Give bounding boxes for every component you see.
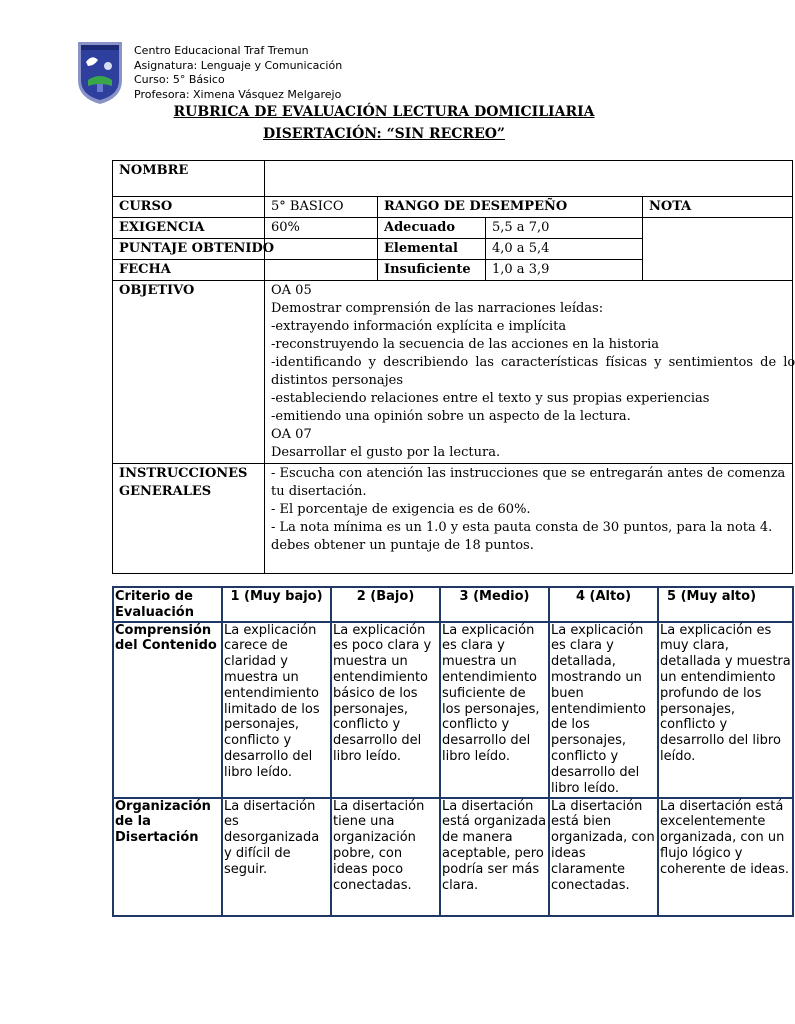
- range-value-elemental: 4,0 a 5,4: [486, 239, 643, 260]
- title-line-2: DISERTACIÓN: “SIN RECREO”: [263, 126, 505, 142]
- range-value-adecuado: 5,5 a 7,0: [486, 218, 643, 239]
- instruccion-line: - El porcentaje de exigencia es de 60%.: [271, 502, 531, 517]
- title-line-1: RUBRICA DE EVALUACIÓN LECTURA DOMICILIARIA: [173, 104, 595, 120]
- rubric-header-level-2: 2 (Bajo): [331, 587, 440, 622]
- instruccion-line: debes obtener un puntaje de 18 puntos.: [271, 538, 534, 553]
- document-title: [0, 104, 768, 120]
- exigencia-label: EXIGENCIA: [119, 220, 205, 235]
- teacher-line: Profesora: Ximena Vásquez Melgarejo: [134, 87, 342, 101]
- rubric-cell: La explicación carece de claridad y muestra un entendimiento limitado de los personajes, conflicto y desarrollo del libro leído.: [222, 622, 331, 798]
- rubric-header-level-1: 1 (Muy bajo): [222, 587, 331, 622]
- course-line: Curso: 5° Básico: [134, 73, 225, 86]
- range-level-insuficiente: Insuficiente: [384, 262, 471, 277]
- puntaje-value: [265, 239, 378, 260]
- curso-value: 5° BASICO: [265, 197, 378, 218]
- rubric-criterion: Organización de la Disertación: [113, 798, 222, 916]
- objetivo-line: -extrayendo información explícita e implícita: [271, 319, 567, 334]
- school-crest-logo: [76, 40, 124, 106]
- rango-label: RANGO DE DESEMPEÑO: [384, 199, 568, 214]
- exigencia-value: 60%: [265, 218, 378, 239]
- rubric-cell: La explicación es muy clara, detallada y muestra un entendimiento profundo de los personajes, conflicto y desarrollo del libro leído.: [658, 622, 793, 798]
- instrucciones-label: INSTRUCCIONES GENERALES: [119, 466, 248, 499]
- rubric-table: [112, 586, 792, 917]
- objetivo-line: -identificando y describiendo las características físicas y sentimientos de lo: [271, 355, 795, 370]
- instruccion-line: - La nota mínima es un 1.0 y esta pauta consta de 30 puntos, para la nota 4.: [271, 520, 773, 535]
- rubric-header-level-5: 5 (Muy alto): [658, 587, 793, 622]
- subject-line: Asignatura: Lenguaje y Comunicación: [134, 58, 343, 72]
- puntaje-label: PUNTAJE OBTENIDO: [119, 241, 275, 256]
- objetivo-line: OA 05: [271, 283, 312, 298]
- objetivo-text: [265, 281, 793, 464]
- rubric-header-level-3: 3 (Medio): [440, 587, 549, 622]
- instruccion-line: tu disertación.: [271, 484, 367, 499]
- objetivo-line: Desarrollar el gusto por la lectura.: [271, 445, 501, 460]
- range-level-adecuado: Adecuado: [384, 220, 455, 235]
- rubric-criterion: Comprensión del Contenido: [113, 622, 222, 798]
- instrucciones-text: [265, 464, 793, 574]
- rubric-cell: La disertación está organizada de manera aceptable, pero podría ser más clara.: [440, 798, 549, 916]
- row-exigencia: [113, 218, 793, 239]
- rubric-header-criterion: Criterio de Evaluación: [113, 587, 222, 622]
- rubric-row-comprension: [113, 622, 793, 798]
- row-curso: [113, 197, 793, 218]
- range-level-elemental: Elemental: [384, 241, 458, 256]
- rubric-cell: La disertación es desorganizada y difícil de seguir.: [222, 798, 331, 916]
- rubric-cell: La disertación está excelentemente organizada, con un flujo lógico y coherente de ideas.: [658, 798, 793, 916]
- rubric-header-level-4: 4 (Alto): [549, 587, 658, 622]
- objetivo-line: -reconstruyendo la secuencia de las acciones en la historia: [271, 337, 660, 352]
- rubric-cell: La explicación es poco clara y muestra un entendimiento básico de los personajes, conflicto y desarrollo del libro leído.: [331, 622, 440, 798]
- objetivo-line: distintos personajes: [271, 373, 404, 388]
- student-info-table: [112, 160, 795, 574]
- nota-label: NOTA: [649, 199, 692, 214]
- objetivo-line: Demostrar comprensión de las narraciones leídas:: [271, 301, 604, 316]
- nombre-label: NOMBRE: [119, 163, 189, 178]
- rubric-cell: La explicación es clara y detallada, mostrando un buen entendimiento de los personajes, conflicto y desarrollo del libro leído.: [549, 622, 658, 798]
- objetivo-label: OBJETIVO: [119, 283, 195, 298]
- row-nombre: [113, 161, 793, 197]
- instruccion-line: - Escucha con atención las instrucciones que se entregarán antes de comenza: [271, 466, 786, 481]
- nombre-value: [265, 161, 793, 197]
- rubric-cell: La explicación es clara y muestra un entendimiento suficiente de los personajes, conflicto y desarrollo del libro leído.: [440, 622, 549, 798]
- rubric-header-row: [113, 587, 793, 622]
- fecha-label: FECHA: [119, 262, 171, 277]
- nota-value: [643, 218, 793, 281]
- objetivo-line: -estableciendo relaciones entre el texto y sus propias experiencias: [271, 391, 710, 406]
- curso-label: CURSO: [119, 199, 173, 214]
- fecha-value: [265, 260, 378, 281]
- school-info: [134, 44, 342, 102]
- rubric-cell: La disertación está bien organizada, con ideas claramente conectadas.: [549, 798, 658, 916]
- row-objetivo: [113, 281, 793, 464]
- range-value-insuficiente: 1,0 a 3,9: [486, 260, 643, 281]
- rubric-cell: La disertación tiene una organización pobre, con ideas poco conectadas.: [331, 798, 440, 916]
- row-instrucciones: [113, 464, 793, 574]
- rubric-row-organizacion: [113, 798, 793, 916]
- school-name: Centro Educacional Traf Tremun: [134, 44, 309, 57]
- objetivo-line: -emitiendo una opinión sobre un aspecto de la lectura.: [271, 409, 631, 424]
- objetivo-line: OA 07: [271, 427, 312, 442]
- document-subtitle: [0, 126, 768, 142]
